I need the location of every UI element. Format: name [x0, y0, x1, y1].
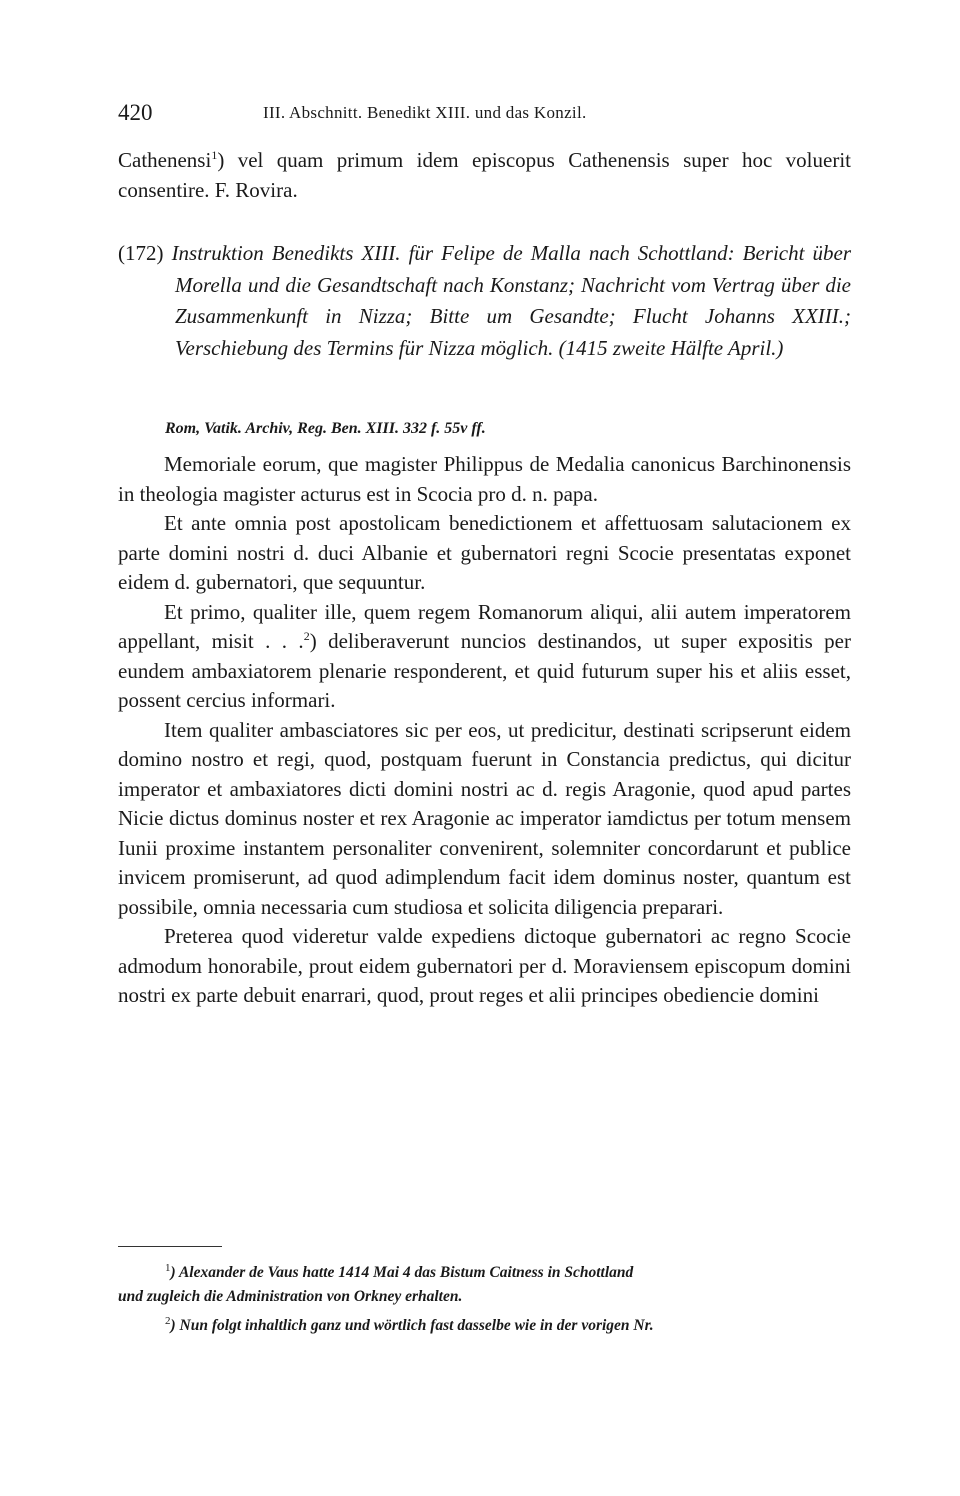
- footnote-1: [165, 1256, 853, 1285]
- entry-number: (172): [118, 241, 164, 265]
- paragraph-5: Preterea quod videretur valde expediens dictoque gubernatori ac regno Scocie admodum honorabile, prout eidem gubernatori per d. Moraviensem episcopum domini nostri ex parte debuit enarrari, quod, prout reges et alii principes obediencie domini: [118, 924, 851, 1007]
- footnote-2-text: ) Nun folgt inhaltlich ganz und wörtlich fast dasselbe wie in der vorigen Nr.: [170, 1317, 654, 1335]
- footnote-divider: [118, 1246, 222, 1247]
- entry-heading: [118, 238, 851, 364]
- footnote-1-line1: ) Alexander de Vaus hatte 1414 Mai 4 das Bistum Caitness in Schottland: [170, 1264, 634, 1282]
- footnote-ref-1: 1: [211, 148, 218, 162]
- footnote-1-continuation: und zugleich die Administration von Orkney erhalten.: [118, 1288, 463, 1306]
- opening-paragraph: [118, 146, 851, 205]
- archival-source: Rom, Vatik. Archiv, Reg. Ben. XIII. 332 f. 55v ff.: [165, 420, 486, 437]
- opening-text-start: Cathenensi: [118, 148, 212, 172]
- opening-text-end: ) vel quam primum idem episcopus Cathenensis super hoc voluerit consentire. F. Rovira.: [118, 148, 851, 202]
- footnote-1-mark: 1: [165, 1262, 171, 1274]
- paragraph-3-end: ) deliberaverunt nuncios destinandos, ut super expositis per eundem ambaxiatorem plenarie responderent, et quid futurum super his et aliis esset, possent cercius informari.: [118, 629, 851, 712]
- footnote-2: [165, 1309, 853, 1338]
- running-head: III. Abschnitt. Benedikt XIII. und das Konzil.: [263, 103, 587, 122]
- footnotes: [118, 1256, 853, 1338]
- paragraph-1: Memoriale eorum, que magister Philippus de Medalia canonicus Barchinonensis in theologia magister acturus est in Scocia pro d. n. papa.: [118, 452, 851, 506]
- paragraph-2: Et ante omnia post apostolicam benedictionem et affettuosam salutacionem ex parte domini nostri d. duci Albanie et gubernatori regni Scocie presentatas exponet eidem d. gubernatori, que sequuntur.: [118, 511, 851, 594]
- main-text: [118, 450, 851, 1011]
- paragraph-3-start: Et primo, qualiter ille, quem regem Romanorum aliqui, alii autem imperatorem appellant, misit . . .: [118, 599, 851, 653]
- paragraph-4: Item qualiter ambasciatores sic per eos, ut predicitur, destinati scripserunt eidem domino nostro et regi, quod, postquam fuerunt in Constancia predictus, qui dicitur imperator et ambaxiatores dicti domini nostri ac d. regis Aragonie, quod apud partes Nicie dictus dominus noster et rex Aragonie ac imperator iamdictus per totum mensem Iunii proxime instantem personaliter convenirent, solemniter concordarunt et publice invicem promiserunt, ad quod adimplendum facit idem dominus noster, quantum est possibile, omnia necessaria cum studiosa et solicita diligencia preparari.: [118, 717, 851, 919]
- page-number: 420: [118, 100, 153, 125]
- footnote-ref-2: 2: [303, 629, 310, 643]
- entry-title: Instruktion Benedikts XIII. für Felipe de Malla nach Schottland: Bericht über Morella und die Gesandtschaft nach Konstanz; Nachricht vom Vertrag über die Zusammenkunft in Nizza; Bitte um Gesandte; Flucht Johanns XXIII.; Verschiebung des Termins für Nizza möglich. (1415 zweite Hälfte April.): [171, 241, 852, 360]
- page-header: [118, 100, 854, 130]
- footnote-2-mark: 2: [165, 1315, 171, 1328]
- paragraph-3: [118, 598, 851, 716]
